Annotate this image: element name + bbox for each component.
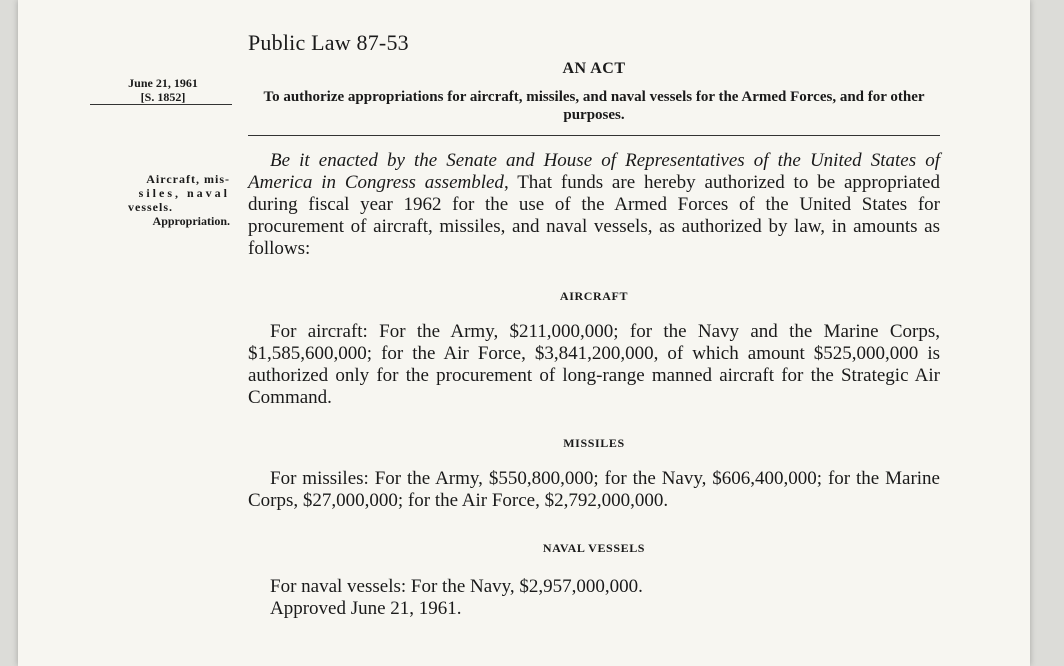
act-purpose: To authorize appropriations for aircraft, missiles, and naval vessels for the Armed Forces, and for other purposes.: [263, 89, 925, 123]
act-heading: AN ACT: [562, 60, 626, 77]
document-page: [18, 0, 1030, 666]
enacting-formula: Be it enacted by the Senate and House of Representatives of the United States of America in Congress assembled: [248, 150, 940, 193]
margin-bill-number: [S. 1852]: [140, 90, 186, 104]
act-divider: [248, 135, 940, 136]
missiles-paragraph: For missiles: For the Army, $550,800,000; for the Navy, $606,400,000; for the Marine Corps, $27,000,000; for the Air Force, $2,792,000,000.: [248, 468, 940, 511]
margin-topic-note: [90, 172, 230, 228]
margin-date: June 21, 1961: [128, 76, 198, 90]
margin-date-note: [88, 76, 238, 104]
enacting-text: , That funds are hereby authorized to be appropriated during fiscal year 1962 for the use of the Armed Forces of the United States for procurement of aircraft, missiles, and naval vessels, as authorized by law, in amounts as follows:: [248, 172, 940, 259]
page-title: Public Law 87-53: [248, 30, 409, 55]
margin-topic-line: siles, naval: [138, 186, 230, 200]
margin-topic-line: Appropriation.: [152, 214, 230, 228]
approval-date: Approved June 21, 1961.: [270, 598, 462, 619]
enacting-clause: [248, 150, 940, 260]
margin-topic-line: vessels.: [128, 200, 173, 214]
margin-topic-line: Aircraft, mis-: [146, 172, 230, 186]
section-heading-aircraft: AIRCRAFT: [559, 289, 629, 303]
aircraft-paragraph: For aircraft: For the Army, $211,000,000; for the Navy and the Marine Corps, $1,585,600,000; for the Air Force, $3,841,200,000, of which amount $525,000,000 is authorized only for the procurement of long-range manned aircraft for the Strategic Air Command.: [248, 321, 940, 408]
naval-vessels-paragraph: For naval vessels: For the Navy, $2,957,000,000.: [270, 576, 643, 597]
margin-divider: [90, 104, 232, 105]
section-heading-missiles: MISSILES: [563, 436, 625, 450]
section-heading-naval-vessels: NAVAL VESSELS: [542, 541, 646, 555]
